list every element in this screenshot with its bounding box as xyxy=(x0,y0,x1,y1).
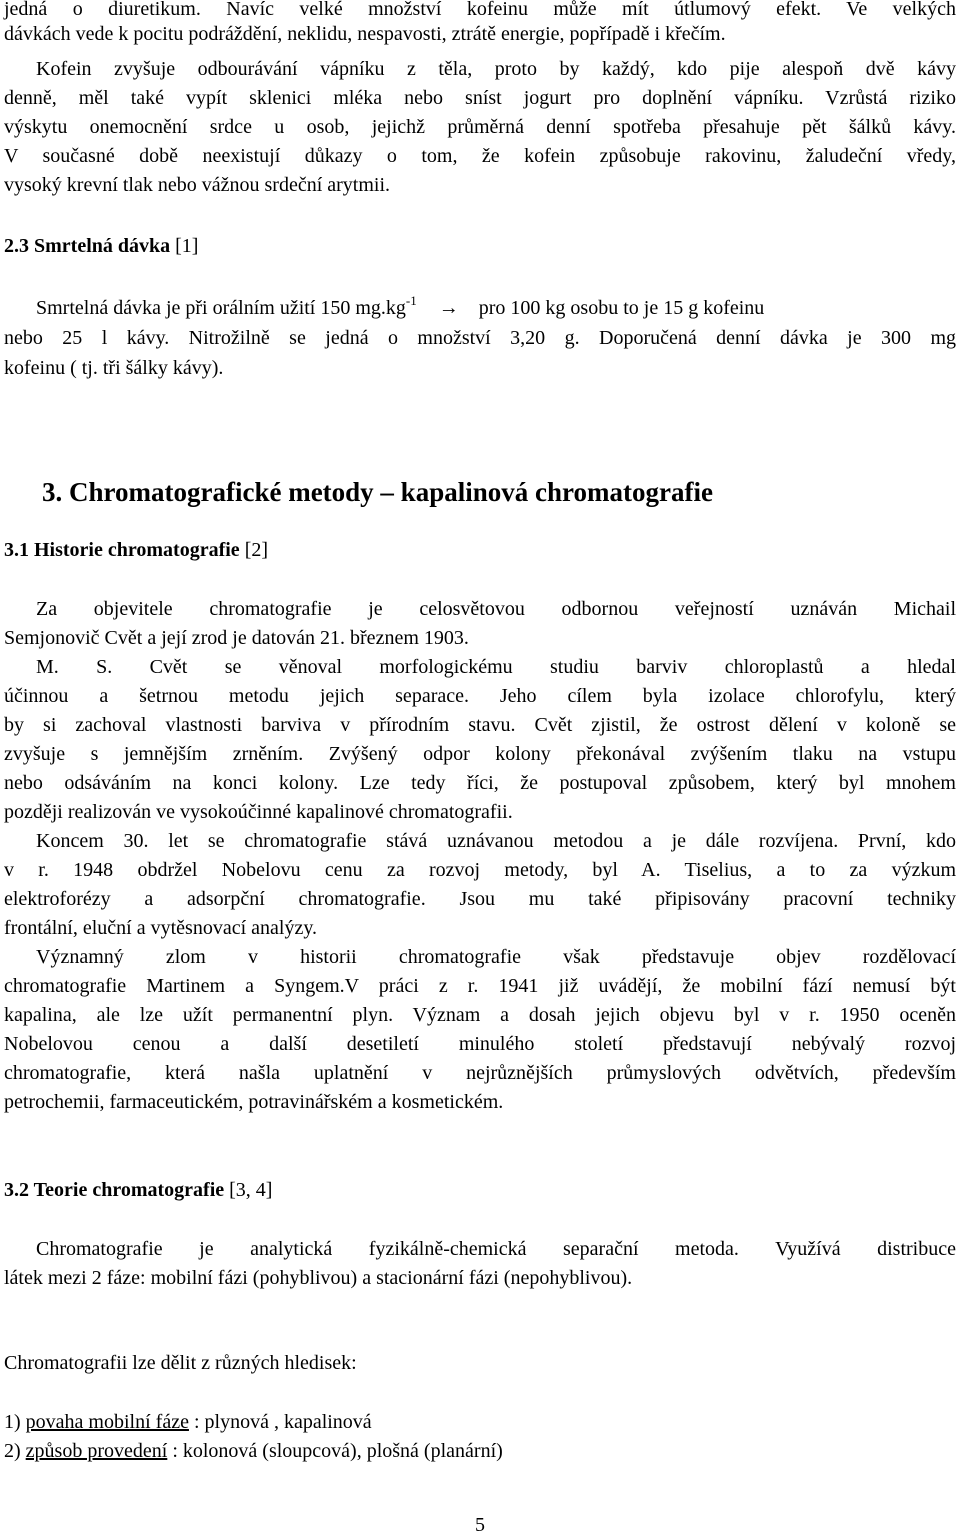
section-heading-3-2 xyxy=(4,1177,956,1203)
citation-ref: [3, 4] xyxy=(224,1179,273,1201)
section-heading-3-1 xyxy=(4,537,956,563)
paragraph-line: vysoký krevní tlak nebo vážnou srdeční arytmii. xyxy=(4,174,391,196)
paragraph-line: zvyšuje s jemnějším zrněním. Zvýšený odpor kolony překonával zvýšením tlaku na vstupu xyxy=(4,743,956,765)
paragraph-line: kapalina, ale lze užít permanentní plyn. Význam a dosah jejich objevu byl v r. 1950 oceněn xyxy=(4,1004,956,1026)
citation-ref: [1] xyxy=(170,235,199,257)
list-number: 1) xyxy=(4,1411,26,1433)
paragraph-line: Semjonovič Cvět a její zrod je datován 21. březnem 1903. xyxy=(4,627,469,649)
section-title: 2.3 Smrtelná dávka xyxy=(4,235,171,257)
list-value: : plynová , kapalinová xyxy=(188,1411,372,1433)
paragraph-line: později realizován ve vysokoúčinné kapalinové chromatografii. xyxy=(4,801,513,823)
paragraph-line: účinnou a šetrnou metodu jejich separace. Jeho cílem byla izolace chlorofylu, který xyxy=(4,685,956,707)
paragraph-line: V současné době neexistují důkazy o tom, že kofein způsobuje rakovinu, žaludeční vředy, xyxy=(4,145,956,167)
paragraph-line: chromatografie Martinem a Syngem.V práci z r. 1941 již uvádějí, že mobilní fází nemusí být xyxy=(4,975,956,997)
paragraph-line: denně, měl také vypít sklenici mléka nebo sníst jogurt pro doplnění vápníku. Vzrůstá riziko xyxy=(4,87,956,109)
list-key: způsob provedení xyxy=(25,1440,168,1462)
paragraph-line: dávkách vede k pocitu podráždění, neklidu, nespavosti, ztrátě energie, popřípadě i křečím. xyxy=(4,23,726,45)
section-title: 3.1 Historie chromatografie xyxy=(4,539,240,561)
paragraph-line: petrochemii, farmaceutickém, potravinářském a kosmetickém. xyxy=(4,1091,504,1113)
list-key: povaha mobilní fáze xyxy=(25,1411,189,1433)
section-heading-2-3 xyxy=(4,233,956,259)
page-number: 5 xyxy=(475,1514,485,1536)
paragraph-line: látek mezi 2 fáze: mobilní fázi (pohyblivou) a stacionární fázi (nepohyblivou). xyxy=(4,1267,633,1289)
paragraph-line: Kofein zvyšuje odbourávání vápníku z těla, proto by každý, kdo pije alespoň dvě kávy xyxy=(36,58,956,80)
paragraph-line: jedná o diuretikum. Navíc velké množství kofeinu může mít útlumový efekt. Ve velkých xyxy=(4,0,956,20)
paragraph-line: elektroforézy a adsorpční chromatografie. Jsou mu také připisovány pracovní techniky xyxy=(4,888,956,910)
chapter-heading: 3. Chromatografické metody – kapalinová chromatografie xyxy=(42,477,713,507)
dose-text: Smrtelná dávka je při orálním užití 150 mg.kg xyxy=(36,297,406,319)
list-value: : kolonová (sloupcová), plošná (planární) xyxy=(167,1440,503,1462)
paragraph-line: Nobelovou cenou a další desetiletí minulého století představují nebývalý rozvoj xyxy=(4,1033,956,1055)
paragraph-line: Chromatografie je analytická fyzikálně-chemická separační metoda. Využívá distribuce xyxy=(36,1238,956,1260)
dose-text-cont: pro 100 kg osobu to je 15 g kofeinu xyxy=(478,297,765,319)
paragraph-line: kofeinu ( tj. tři šálky kávy). xyxy=(4,357,224,379)
list-number: 2) xyxy=(4,1440,26,1462)
paragraph-line: nebo odsáváním na konci kolony. Lze tedy říci, že postupoval způsobem, který byl mnohem xyxy=(4,772,956,794)
list-item xyxy=(4,1409,956,1435)
paragraph-line: Za objevitele chromatografie je celosvětovou odbornou veřejností uznáván Michail xyxy=(36,598,956,620)
citation-ref: [2] xyxy=(239,539,269,561)
arrow-icon: → xyxy=(438,297,459,319)
list-item xyxy=(4,1438,956,1464)
paragraph-line xyxy=(36,295,956,321)
paragraph-line: Chromatografii lze dělit z různých hledisek: xyxy=(4,1352,357,1374)
paragraph-line: v r. 1948 obdržel Nobelovu cenu za rozvoj metody, byl A. Tiselius, a to za výzkum xyxy=(4,859,956,881)
paragraph-line: nebo 25 l kávy. Nitrožilně se jedná o množství 3,20 g. Doporučená denní dávka je 300 mg xyxy=(4,327,956,349)
paragraph-line: frontální, eluční a vytěsnovací analýzy. xyxy=(4,917,318,939)
paragraph-line: by si zachoval vlastnosti barviva v přírodním stavu. Cvět zjistil, že ostrost dělení v koloně se xyxy=(4,714,956,736)
exponent: -1 xyxy=(405,293,417,308)
paragraph-line: výskytu onemocnění srdce u osob, jejichž průměrná denní spotřeba přesahuje pět šálků kávy. xyxy=(4,116,956,138)
paragraph-line: M. S. Cvět se věnoval morfologickému studiu barviv chloroplastů a hledal xyxy=(36,656,956,678)
paragraph-line: Významný zlom v historii chromatografie však představuje objev rozdělovací xyxy=(36,946,956,968)
paragraph-line: chromatografie, která našla uplatnění v nejrůznějších průmyslových odvětvích, především xyxy=(4,1062,956,1084)
paragraph-line: Koncem 30. let se chromatografie stává uznávanou metodou a je dále rozvíjena. První, kdo xyxy=(36,830,956,852)
section-title: 3.2 Teorie chromatografie xyxy=(4,1179,225,1201)
